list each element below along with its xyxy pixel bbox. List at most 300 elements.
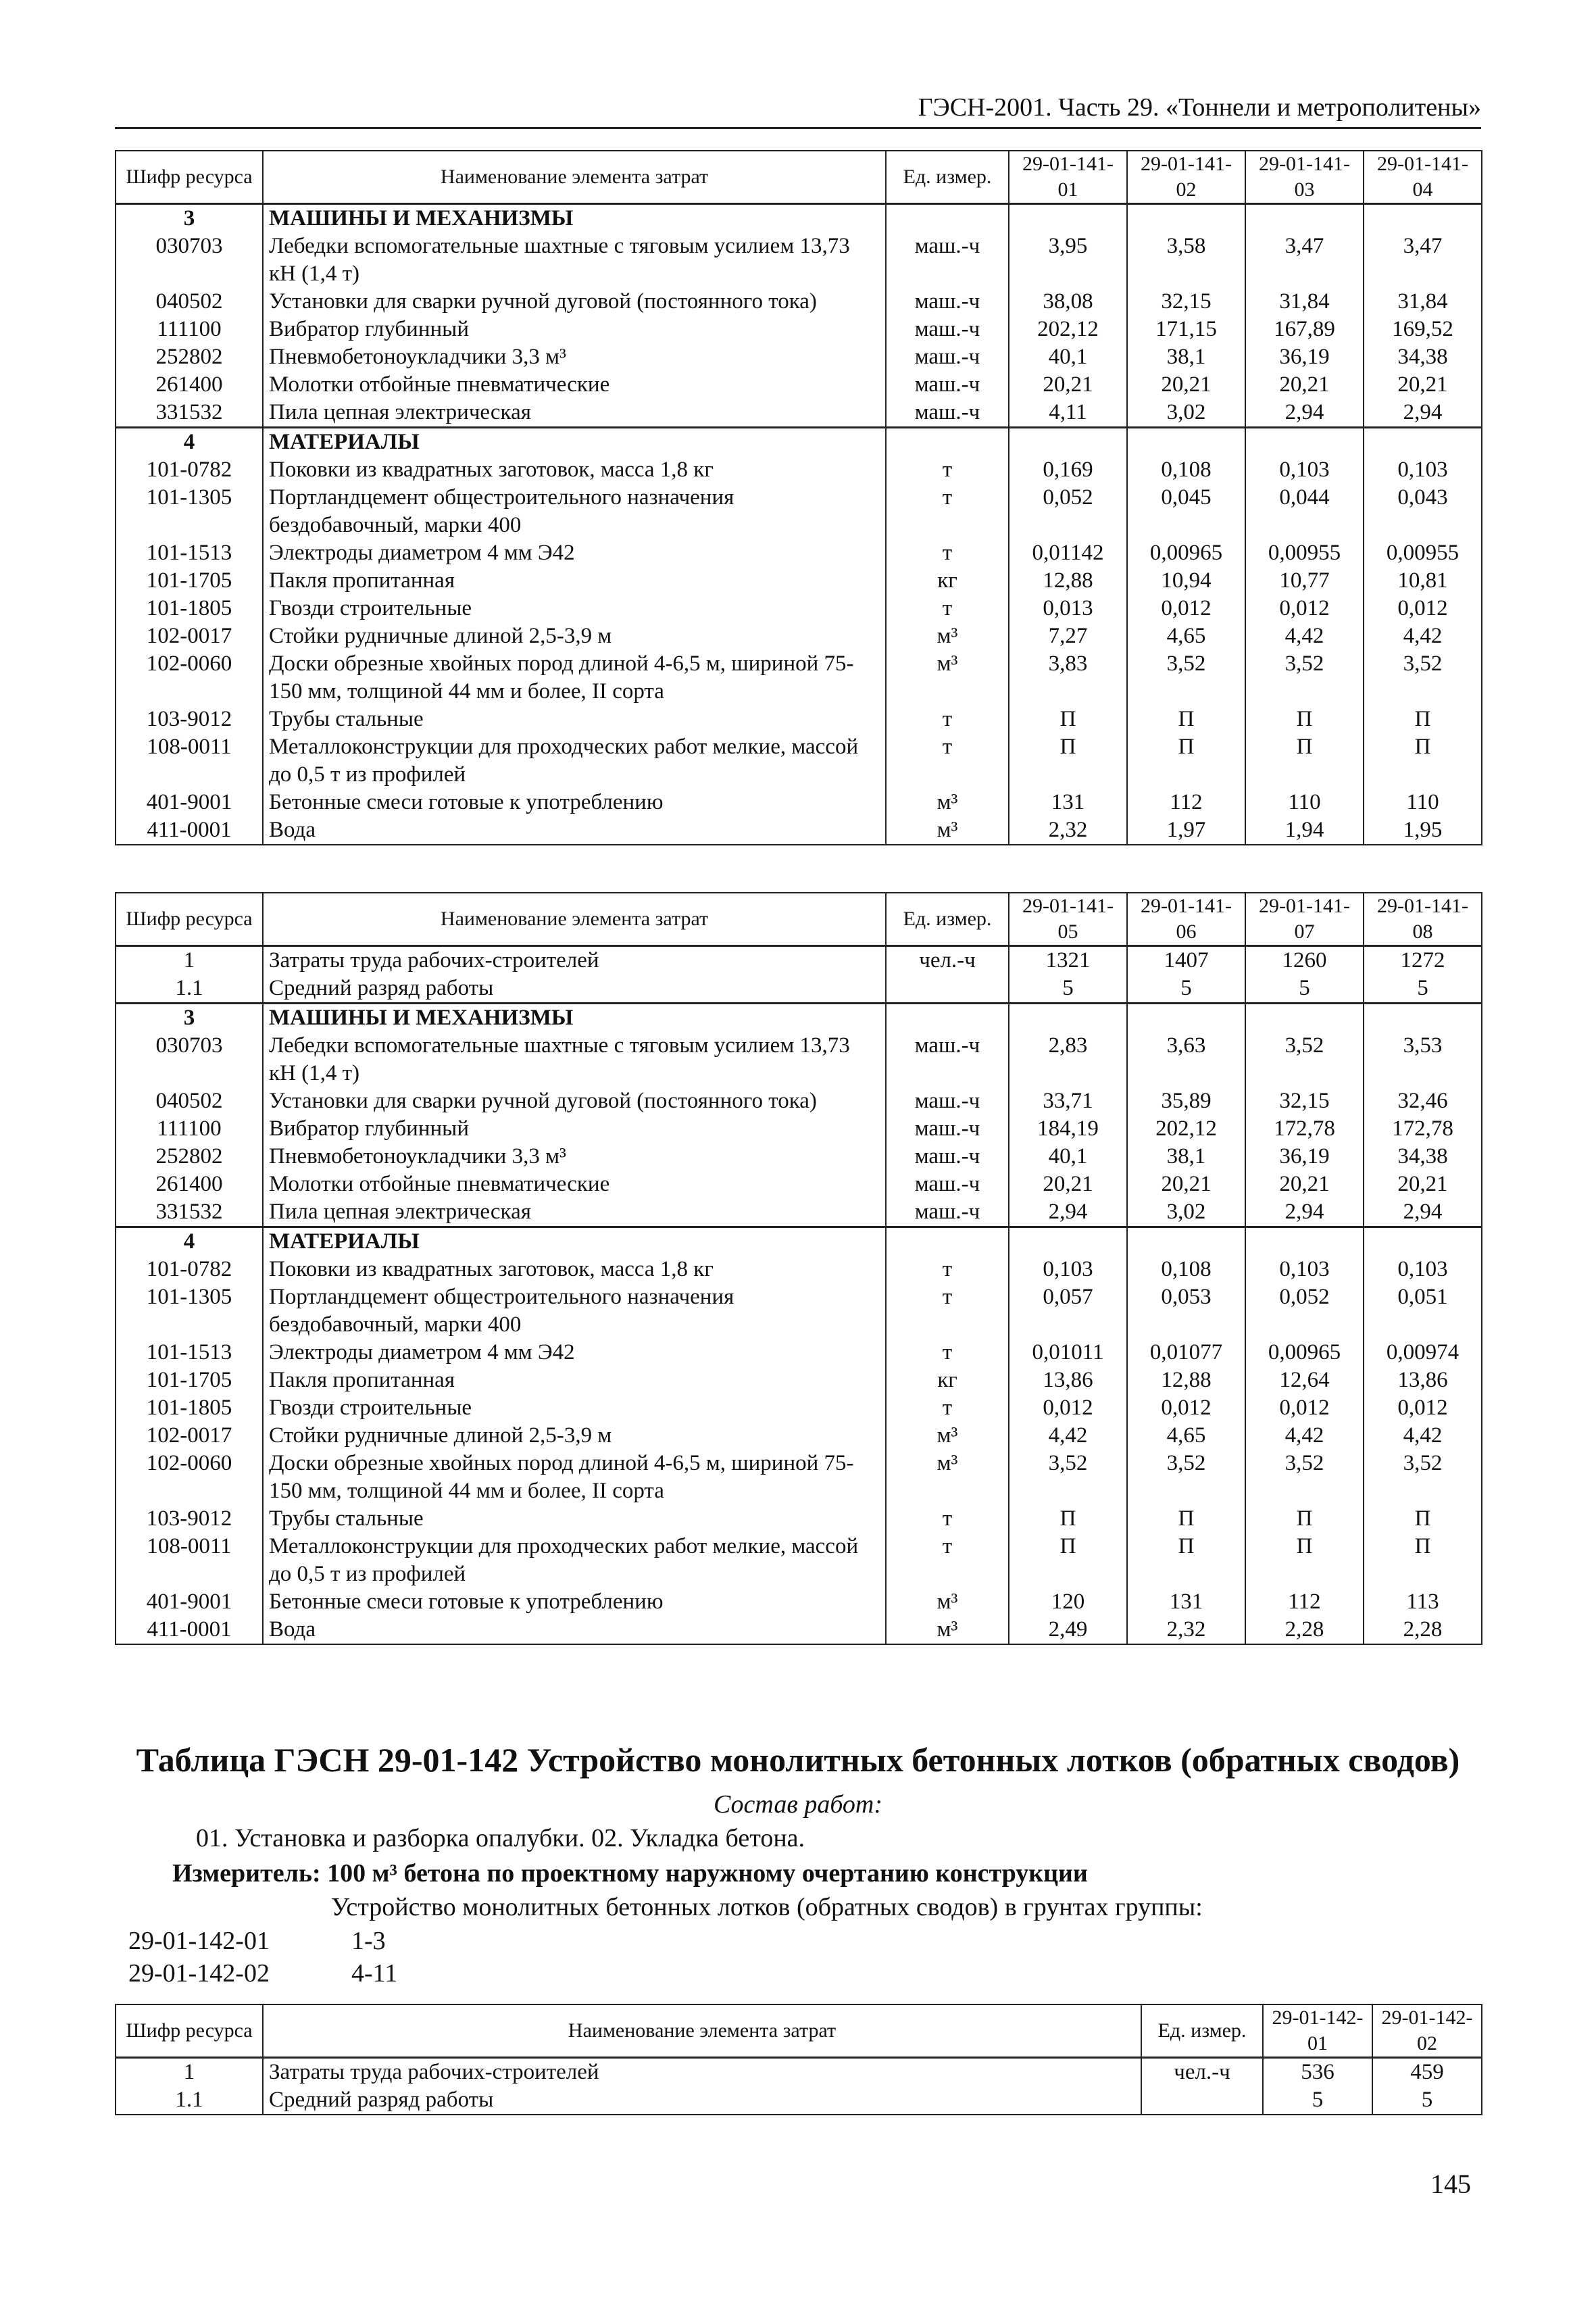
table-row: [116, 595, 1482, 622]
norm-value: 36,19: [1245, 1143, 1364, 1171]
norm-value: [1364, 204, 1482, 233]
unit: м³: [886, 1588, 1009, 1616]
norm-value: 0,052: [1009, 484, 1127, 539]
table-row: [116, 1256, 1482, 1283]
norm-value: 3,52: [1009, 1450, 1127, 1505]
norm-value: П: [1127, 706, 1245, 733]
norm-value: 202,12: [1009, 316, 1127, 343]
norm-value: 3,58: [1127, 232, 1245, 288]
unit: кг: [886, 1367, 1009, 1394]
variant-code: 29-01-142-02: [128, 1959, 270, 1988]
resource-name: Пневмобетоноукладчики 3,3 м³: [263, 343, 886, 371]
unit: т: [886, 1256, 1009, 1283]
norm-value: 2,94: [1364, 1198, 1482, 1227]
resource-name: Молотки отбойные пневматические: [263, 371, 886, 399]
table-row: [116, 1533, 1482, 1588]
norm-value: [1245, 1227, 1364, 1256]
resource-name: Молотки отбойные пневматические: [263, 1171, 886, 1198]
resource-code: 102-0060: [116, 650, 263, 706]
resource-code: 111100: [116, 316, 263, 343]
unit: м³: [886, 650, 1009, 706]
norm-value: 110: [1245, 789, 1364, 816]
table-row: [116, 316, 1482, 343]
resource-name: Лебедки вспомогательные шахтные с тяговым усилием 13,73 кН (1,4 т): [263, 232, 886, 288]
resource-code: 4: [116, 1227, 263, 1256]
unit: маш.-ч: [886, 1171, 1009, 1198]
norm-value: 0,012: [1127, 1394, 1245, 1422]
table-row: [116, 622, 1482, 650]
norm-value: 1,94: [1245, 816, 1364, 845]
norm-value: 12,88: [1127, 1367, 1245, 1394]
norm-value: 0,108: [1127, 456, 1245, 484]
norm-value: 2,94: [1245, 399, 1364, 428]
norm-value: 20,21: [1009, 371, 1127, 399]
norm-value: 3,52: [1364, 1450, 1482, 1505]
variant-groups: 1-3: [351, 1927, 386, 1955]
norm-value: 110: [1364, 789, 1482, 816]
section-row: [116, 1004, 1482, 1033]
norm-value: 34,38: [1364, 1143, 1482, 1171]
unit: чел.-ч: [886, 946, 1009, 975]
table-row: [116, 343, 1482, 371]
norm-value: П: [1009, 733, 1127, 789]
resource-name: Трубы стальные: [263, 706, 886, 733]
table-row: [116, 2058, 1482, 2087]
norm-value: 2,49: [1009, 1616, 1127, 1644]
table-row: [116, 1616, 1482, 1644]
norm-value: 0,052: [1245, 1283, 1364, 1339]
resource-code: 1.1: [116, 2086, 263, 2115]
header-column-code: 29-01-141-04: [1364, 151, 1482, 204]
table-row: [116, 946, 1482, 975]
resource-code: 102-0060: [116, 1450, 263, 1505]
header-column-code: 29-01-142-02: [1372, 2004, 1482, 2058]
resource-code: 401-9001: [116, 789, 263, 816]
norm-value: [1009, 1227, 1127, 1256]
resource-code: 261400: [116, 371, 263, 399]
resource-code: 252802: [116, 343, 263, 371]
unit: маш.-ч: [886, 316, 1009, 343]
resource-code: 101-1705: [116, 567, 263, 595]
table-row: [116, 371, 1482, 399]
norm-value: 7,27: [1009, 622, 1127, 650]
norm-value: 0,012: [1364, 595, 1482, 622]
norm-value: П: [1009, 1505, 1127, 1533]
unit: маш.-ч: [886, 1032, 1009, 1087]
norm-value: 0,00955: [1245, 539, 1364, 567]
header-column-code: 29-01-141-03: [1245, 151, 1364, 204]
unit: т: [886, 706, 1009, 733]
header-column-code: 29-01-141-06: [1127, 893, 1245, 946]
norm-value: 2,94: [1245, 1198, 1364, 1227]
resource-code: 108-0011: [116, 1533, 263, 1588]
norm-value: 20,21: [1364, 1171, 1482, 1198]
unit: маш.-ч: [886, 288, 1009, 316]
norm-value: П: [1245, 733, 1364, 789]
table-row: [116, 1115, 1482, 1143]
table-row: [116, 232, 1482, 288]
resource-code: 1.1: [116, 975, 263, 1004]
norm-value: [1009, 1004, 1127, 1033]
resource-code: 4: [116, 428, 263, 457]
norm-value: [1009, 204, 1127, 233]
unit: маш.-ч: [886, 399, 1009, 428]
unit: т: [886, 1505, 1009, 1533]
resource-name: Затраты труда рабочих-строителей: [263, 2058, 1141, 2087]
norm-value: 0,012: [1009, 1394, 1127, 1422]
unit: т: [886, 1339, 1009, 1367]
norm-value: [1245, 204, 1364, 233]
resource-code: 1: [116, 2058, 263, 2087]
header-column-code: 29-01-142-01: [1263, 2004, 1372, 2058]
resource-name: Затраты труда рабочих-строителей: [263, 946, 886, 975]
norm-value: 1,97: [1127, 816, 1245, 845]
resource-name: Установки для сварки ручной дуговой (постоянного тока): [263, 288, 886, 316]
resource-code: 331532: [116, 399, 263, 428]
norm-value: 3,02: [1127, 1198, 1245, 1227]
norm-value: [1364, 1227, 1482, 1256]
resource-name: МАШИНЫ И МЕХАНИЗМЫ: [263, 204, 886, 233]
norm-value: 10,94: [1127, 567, 1245, 595]
variant-row: [128, 1926, 386, 1956]
norm-value: 12,64: [1245, 1367, 1364, 1394]
unit: [886, 1227, 1009, 1256]
unit: кг: [886, 567, 1009, 595]
norm-value: 1,95: [1364, 816, 1482, 845]
norm-value: 0,012: [1127, 595, 1245, 622]
resource-name: Электроды диаметром 4 мм Э42: [263, 1339, 886, 1367]
norm-value: 10,77: [1245, 567, 1364, 595]
norm-value: 32,46: [1364, 1087, 1482, 1115]
norm-value: П: [1364, 1533, 1482, 1588]
header-code: Шифр ресурса: [116, 2004, 263, 2058]
unit: [886, 975, 1009, 1004]
table-row: [116, 1143, 1482, 1171]
table-row: [116, 650, 1482, 706]
norm-value: 5: [1127, 975, 1245, 1004]
resource-name: Вибратор глубинный: [263, 1115, 886, 1143]
norm-value: [1127, 428, 1245, 457]
norm-value: 20,21: [1245, 371, 1364, 399]
norm-value: П: [1245, 1533, 1364, 1588]
norm-value: 3,52: [1245, 1032, 1364, 1087]
norm-value: 4,11: [1009, 399, 1127, 428]
unit: маш.-ч: [886, 1115, 1009, 1143]
resource-name: Пакля пропитанная: [263, 1367, 886, 1394]
norm-value: 202,12: [1127, 1115, 1245, 1143]
resource-name: Бетонные смеси готовые к употреблению: [263, 789, 886, 816]
variant-row: [128, 1959, 397, 1988]
norm-value: 4,65: [1127, 622, 1245, 650]
unit: маш.-ч: [886, 232, 1009, 288]
resource-name: Трубы стальные: [263, 1505, 886, 1533]
norm-value: 2,28: [1364, 1616, 1482, 1644]
norm-value: [1245, 1004, 1364, 1033]
unit: т: [886, 484, 1009, 539]
table-row: [116, 567, 1482, 595]
table-row: [116, 1087, 1482, 1115]
norm-value: 12,88: [1009, 567, 1127, 595]
norm-value: 0,057: [1009, 1283, 1127, 1339]
resource-code: 401-9001: [116, 1588, 263, 1616]
norm-value: [1127, 1004, 1245, 1033]
norm-value: [1127, 1227, 1245, 1256]
norm-value: 0,012: [1245, 1394, 1364, 1422]
norm-value: 31,84: [1245, 288, 1364, 316]
norm-value: 40,1: [1009, 343, 1127, 371]
norm-value: 0,00955: [1364, 539, 1482, 567]
work-composition-items: 01. Установка и разборка опалубки. 02. Укладка бетона.: [196, 1824, 805, 1852]
norm-value: 171,15: [1127, 316, 1245, 343]
table-row: [116, 2086, 1482, 2115]
section-row: [116, 1227, 1482, 1256]
norm-value: 3,02: [1127, 399, 1245, 428]
norm-value: 0,103: [1009, 1256, 1127, 1283]
norm-value: 3,52: [1127, 650, 1245, 706]
header-column-code: 29-01-141-01: [1009, 151, 1127, 204]
resource-code: 101-0782: [116, 456, 263, 484]
resource-code: 101-1705: [116, 1367, 263, 1394]
resource-name: Бетонные смеси готовые к употреблению: [263, 1588, 886, 1616]
table-row: [116, 706, 1482, 733]
table-row: [116, 456, 1482, 484]
norm-value: 169,52: [1364, 316, 1482, 343]
resource-code: 030703: [116, 1032, 263, 1087]
norm-value: 4,42: [1245, 622, 1364, 650]
norm-value: 2,94: [1364, 399, 1482, 428]
resource-name: Пневмобетоноукладчики 3,3 м³: [263, 1143, 886, 1171]
norm-value: 13,86: [1364, 1367, 1482, 1394]
norm-value: 4,42: [1364, 622, 1482, 650]
norm-value: 172,78: [1245, 1115, 1364, 1143]
norm-value: [1127, 204, 1245, 233]
resource-name: МАТЕРИАЛЫ: [263, 1227, 886, 1256]
table-row: [116, 1032, 1482, 1087]
resource-name: Портландцемент общестроительного назначения бездобавочный, марки 400: [263, 1283, 886, 1339]
header-name: Наименование элемента затрат: [263, 151, 886, 204]
norm-value: 0,012: [1245, 595, 1364, 622]
norm-value: 10,81: [1364, 567, 1482, 595]
unit: м³: [886, 816, 1009, 845]
unit: [886, 204, 1009, 233]
unit: м³: [886, 1616, 1009, 1644]
norm-value: 38,1: [1127, 1143, 1245, 1171]
norm-value: П: [1127, 1533, 1245, 1588]
meter-line: Измеритель: 100 м³ бетона по проектному наружному очертанию конструкции: [172, 1859, 1088, 1888]
table-row: [116, 1588, 1482, 1616]
resource-code: 411-0001: [116, 816, 263, 845]
norm-value: 1407: [1127, 946, 1245, 975]
resource-code: 108-0011: [116, 733, 263, 789]
norm-value: 3,63: [1127, 1032, 1245, 1087]
resource-code: 101-1305: [116, 1283, 263, 1339]
norm-value: 31,84: [1364, 288, 1482, 316]
resource-name: Металлоконструкции для проходческих работ мелкие, массой до 0,5 т из профилей: [263, 1533, 886, 1588]
norm-value: 20,21: [1245, 1171, 1364, 1198]
table-row: [116, 399, 1482, 428]
norm-value: 32,15: [1245, 1087, 1364, 1115]
norm-value: 5: [1009, 975, 1127, 1004]
resource-code: 411-0001: [116, 1616, 263, 1644]
norm-value: 112: [1245, 1588, 1364, 1616]
norm-value: 5: [1245, 975, 1364, 1004]
norm-value: П: [1127, 733, 1245, 789]
resource-code: 103-9012: [116, 1505, 263, 1533]
norm-value: 0,053: [1127, 1283, 1245, 1339]
variants-intro: Устройство монолитных бетонных лотков (обратных сводов) в грунтах группы:: [331, 1893, 1203, 1921]
resource-name: Вода: [263, 1616, 886, 1644]
resource-name: Вибратор глубинный: [263, 316, 886, 343]
resource-code: 030703: [116, 232, 263, 288]
norm-value: 0,108: [1127, 1256, 1245, 1283]
unit: маш.-ч: [886, 1198, 1009, 1227]
norm-value: 172,78: [1364, 1115, 1482, 1143]
norm-value: 184,19: [1009, 1115, 1127, 1143]
norm-value: 3,47: [1245, 232, 1364, 288]
header-column-code: 29-01-141-07: [1245, 893, 1364, 946]
norm-value: [1364, 428, 1482, 457]
norm-value: 536: [1263, 2058, 1372, 2087]
resource-name: Доски обрезные хвойных пород длиной 4-6,5 м, шириной 75-150 мм, толщиной 44 мм и более, II сорта: [263, 1450, 886, 1505]
norm-value: 5: [1372, 2086, 1482, 2115]
table-row: [116, 1422, 1482, 1450]
norm-value: 4,65: [1127, 1422, 1245, 1450]
norm-value: 0,103: [1245, 456, 1364, 484]
resource-code: 261400: [116, 1171, 263, 1198]
norm-value: 3,53: [1364, 1032, 1482, 1087]
header-code: Шифр ресурса: [116, 893, 263, 946]
table-header-row: [116, 151, 1482, 204]
norm-value: 1260: [1245, 946, 1364, 975]
resource-name: МАШИНЫ И МЕХАНИЗМЫ: [263, 1004, 886, 1033]
norm-value: 0,051: [1364, 1283, 1482, 1339]
section-row: [116, 204, 1482, 233]
norm-value: 112: [1127, 789, 1245, 816]
resource-code: 102-0017: [116, 1422, 263, 1450]
resource-name: Лебедки вспомогательные шахтные с тяговым усилием 13,73 кН (1,4 т): [263, 1032, 886, 1087]
norm-value: 0,00965: [1245, 1339, 1364, 1367]
table-142-title: Таблица ГЭСН 29-01-142 Устройство монолитных бетонных лотков (обратных сводов): [136, 1741, 1460, 1779]
norm-value: 38,08: [1009, 288, 1127, 316]
norm-value: 2,83: [1009, 1032, 1127, 1087]
norm-value: 0,012: [1364, 1394, 1482, 1422]
resource-code: 103-9012: [116, 706, 263, 733]
table-row: [116, 288, 1482, 316]
norm-value: [1245, 428, 1364, 457]
variant-groups: 4-11: [351, 1959, 398, 1988]
norm-value: 131: [1127, 1588, 1245, 1616]
resource-code: 101-1513: [116, 539, 263, 567]
norm-value: 167,89: [1245, 316, 1364, 343]
norm-value: 0,169: [1009, 456, 1127, 484]
norm-value: 20,21: [1127, 371, 1245, 399]
header-code: Шифр ресурса: [116, 151, 263, 204]
unit: чел.-ч: [1141, 2058, 1263, 2087]
resource-code: 040502: [116, 288, 263, 316]
norm-value: 13,86: [1009, 1367, 1127, 1394]
resource-code: 040502: [116, 1087, 263, 1115]
norm-value: 2,28: [1245, 1616, 1364, 1644]
norm-value: 3,52: [1127, 1450, 1245, 1505]
norm-value: 3,83: [1009, 650, 1127, 706]
resource-code: 3: [116, 204, 263, 233]
norm-value: 3,95: [1009, 232, 1127, 288]
norm-value: 20,21: [1364, 371, 1482, 399]
resource-code: 101-1805: [116, 1394, 263, 1422]
table-row: [116, 1367, 1482, 1394]
resource-table-142: [115, 2004, 1482, 2115]
resource-name: Пила цепная электрическая: [263, 399, 886, 428]
unit: маш.-ч: [886, 343, 1009, 371]
table-header-row: [116, 2004, 1482, 2058]
resource-name: Вода: [263, 816, 886, 845]
resource-name: Поковки из квадратных заготовок, масса 1,8 кг: [263, 456, 886, 484]
table-row: [116, 1198, 1482, 1227]
resource-name: Гвозди строительные: [263, 595, 886, 622]
resource-code: 252802: [116, 1143, 263, 1171]
norm-value: П: [1364, 706, 1482, 733]
unit: т: [886, 456, 1009, 484]
norm-value: 4,42: [1245, 1422, 1364, 1450]
norm-value: 120: [1009, 1588, 1127, 1616]
norm-value: 0,00974: [1364, 1339, 1482, 1367]
resource-name: Электроды диаметром 4 мм Э42: [263, 539, 886, 567]
norm-value: 20,21: [1009, 1171, 1127, 1198]
norm-value: 0,045: [1127, 484, 1245, 539]
resource-name: Гвозди строительные: [263, 1394, 886, 1422]
norm-value: 33,71: [1009, 1087, 1127, 1115]
resource-table-141-05-08: [115, 892, 1482, 1645]
unit: т: [886, 539, 1009, 567]
page-number: 145: [1430, 2169, 1471, 2199]
table-row: [116, 1450, 1482, 1505]
resource-code: 111100: [116, 1115, 263, 1143]
norm-value: 113: [1364, 1588, 1482, 1616]
resource-name: Средний разряд работы: [263, 2086, 1141, 2115]
norm-value: 5: [1364, 975, 1482, 1004]
table-row: [116, 484, 1482, 539]
norm-value: 0,01011: [1009, 1339, 1127, 1367]
resource-code: 3: [116, 1004, 263, 1033]
norm-value: 34,38: [1364, 343, 1482, 371]
norm-value: 459: [1372, 2058, 1482, 2087]
norm-value: 3,47: [1364, 232, 1482, 288]
resource-name: Поковки из квадратных заготовок, масса 1,8 кг: [263, 1256, 886, 1283]
header-unit: Ед. измер.: [1141, 2004, 1263, 2058]
table-row: [116, 1339, 1482, 1367]
table-row: [116, 539, 1482, 567]
resource-code: 331532: [116, 1198, 263, 1227]
norm-value: 3,52: [1245, 650, 1364, 706]
norm-value: [1364, 1004, 1482, 1033]
norm-value: 40,1: [1009, 1143, 1127, 1171]
table-row: [116, 816, 1482, 845]
unit: [886, 1004, 1009, 1033]
norm-value: 0,103: [1364, 456, 1482, 484]
norm-value: П: [1364, 733, 1482, 789]
table-row: [116, 1171, 1482, 1198]
running-header: ГЭСН-2001. Часть 29. «Тоннели и метрополитены»: [115, 88, 1481, 129]
variant-code: 29-01-142-01: [128, 1927, 270, 1955]
unit: маш.-ч: [886, 371, 1009, 399]
resource-code: 102-0017: [116, 622, 263, 650]
unit: т: [886, 733, 1009, 789]
norm-value: 0,00965: [1127, 539, 1245, 567]
norm-value: 3,52: [1364, 650, 1482, 706]
work-composition-heading: Состав работ:: [713, 1790, 883, 1819]
norm-value: 0,01077: [1127, 1339, 1245, 1367]
resource-name: Установки для сварки ручной дуговой (постоянного тока): [263, 1087, 886, 1115]
